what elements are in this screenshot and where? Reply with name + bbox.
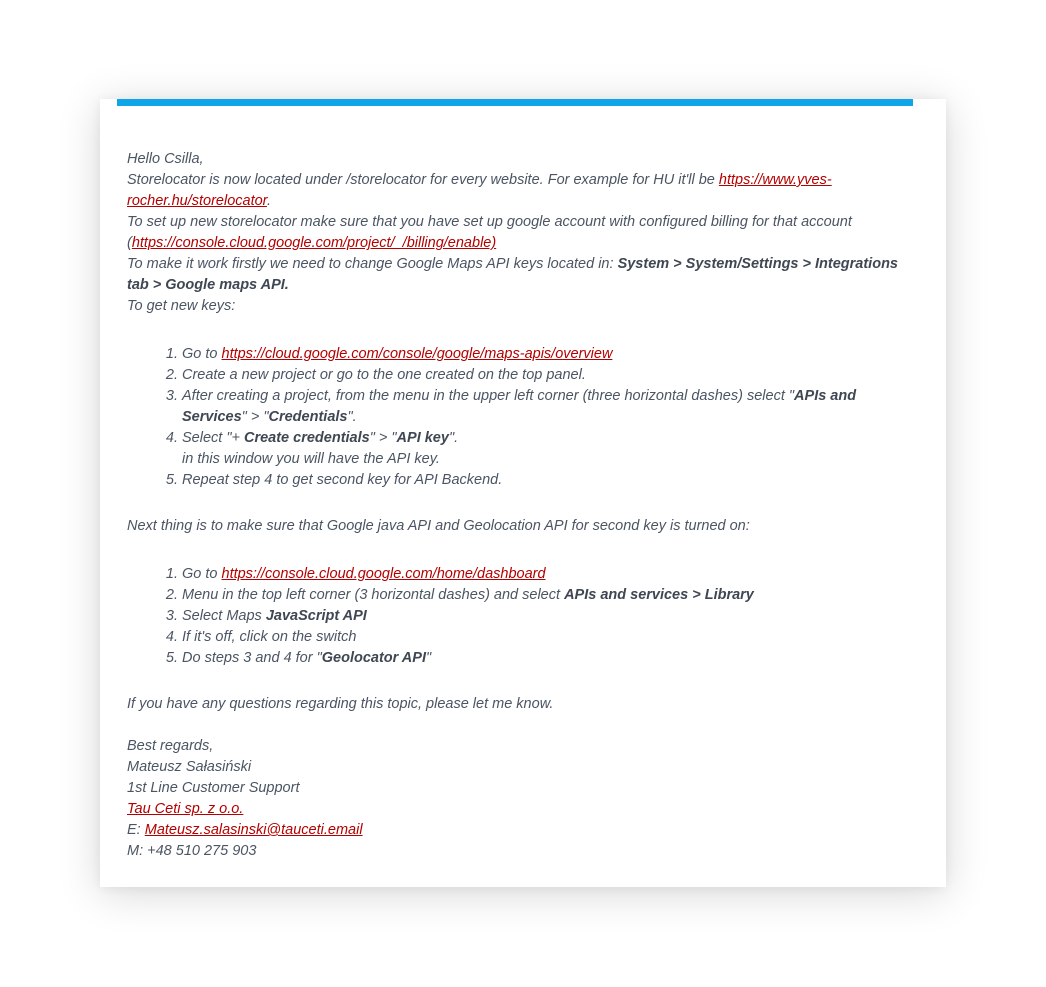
signature-regards: Best regards, bbox=[127, 738, 214, 754]
setup-paren: ( bbox=[127, 235, 132, 251]
list-item: 4. Select "+ Create credentials" > "API key". in this window you will have the API key. bbox=[182, 428, 922, 470]
email-body bbox=[127, 149, 922, 862]
list-item: 3. Select Maps JavaScript API bbox=[182, 606, 922, 627]
storelocator-link[interactable]: https://www.yves-rocher.hu/storelocator bbox=[127, 172, 832, 209]
setup-paragraph bbox=[127, 212, 922, 254]
steps-list-enable bbox=[127, 564, 922, 669]
billing-link[interactable]: https://console.cloud.google.com/project/_/billing/enable) bbox=[131, 235, 497, 251]
keys-location-paragraph bbox=[127, 254, 922, 296]
intro-text: Storelocator is now located under /storelocator for every website. For example for HU it'll be bbox=[127, 172, 719, 188]
signature-mobile: M: +48 510 275 903 bbox=[127, 843, 257, 859]
next-thing-paragraph: Next thing is to make sure that Google java API and Geolocation API for second key is turned on: bbox=[127, 518, 750, 534]
signature-name: Mateusz Sałasiński bbox=[127, 759, 252, 775]
get-keys-label: To get new keys: bbox=[127, 298, 236, 314]
intro-end: . bbox=[266, 193, 271, 209]
steps-list-keys bbox=[127, 344, 922, 491]
email-card bbox=[100, 99, 946, 887]
questions-paragraph: If you have any questions regarding this topic, please let me know. bbox=[127, 696, 554, 712]
list-item: 5. Do steps 3 and 4 for "Geolocator API" bbox=[182, 648, 922, 669]
list-item: 2. Menu in the top left corner (3 horizontal dashes) and select APIs and services > Library bbox=[182, 585, 922, 606]
list-item: 1. Go to https://console.cloud.google.com/home/dashboard bbox=[182, 564, 922, 585]
signature-company bbox=[127, 799, 922, 820]
settings-path: System > System/Settings > Integrations tab > Google maps API. bbox=[127, 256, 898, 293]
intro-paragraph bbox=[127, 170, 922, 212]
maps-apis-link[interactable]: https://cloud.google.com/console/google/maps-apis/overview bbox=[221, 346, 613, 362]
list-item: 5. Repeat step 4 to get second key for API Backend. bbox=[182, 470, 922, 491]
greeting: Hello Csilla, bbox=[127, 151, 204, 167]
list-item: 3. After creating a project, from the menu in the upper left corner (three horizontal dashes) select "APIs and Services" > "Credentials". bbox=[182, 386, 922, 428]
list-item: 4. If it's off, click on the switch bbox=[182, 627, 922, 648]
signature-role: 1st Line Customer Support bbox=[127, 780, 300, 796]
setup-text: To set up new storelocator make sure that you have set up google account with configured billing for that account bbox=[127, 214, 852, 230]
keys-location-text: To make it work firstly we need to change Google Maps API keys located in: bbox=[127, 256, 618, 272]
company-link[interactable]: Tau Ceti sp. z o.o. bbox=[127, 801, 244, 817]
list-item: 1. Go to https://cloud.google.com/console/google/maps-apis/overview bbox=[182, 344, 922, 365]
dashboard-link[interactable]: https://console.cloud.google.com/home/dashboard bbox=[221, 566, 546, 582]
email-link[interactable]: Mateusz.salasinski@tauceti.email bbox=[144, 822, 363, 838]
signature-email: E: Mateusz.salasinski@tauceti.email bbox=[127, 822, 363, 838]
accent-bar bbox=[117, 99, 913, 106]
list-item-note: in this window you will have the API key. bbox=[182, 451, 440, 467]
list-item: 2. Create a new project or go to the one created on the top panel. bbox=[182, 365, 922, 386]
signature bbox=[127, 736, 922, 862]
